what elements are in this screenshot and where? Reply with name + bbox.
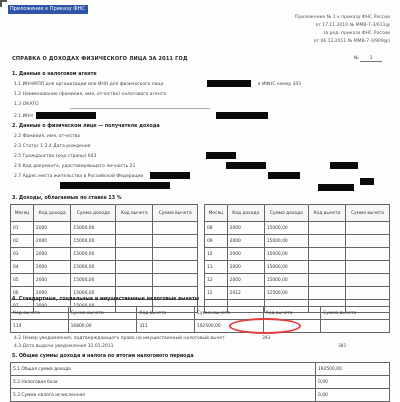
totals-table: [10, 362, 390, 402]
section-2-line-3: 2.5 Гражданство (код страны) 643: [14, 154, 97, 159]
header-note-line: от 06.12.2011 № ММВ-7-3/909@): [313, 39, 390, 44]
table-row: 114 16800,00 311 192500,00: [11, 320, 390, 333]
table-header-cell: Месяц: [11, 205, 34, 222]
redaction-bar: [206, 152, 236, 159]
redaction-bar: [226, 162, 266, 169]
redaction-bar: [330, 162, 358, 169]
table-row: 10 2000 15000,00: [205, 248, 390, 261]
section-4-note-2-value: 381: [338, 344, 347, 349]
redaction-bar: [360, 178, 374, 185]
table-row: 03 2000 15000,00: [11, 248, 198, 261]
table-header-cell: Сумма дохода: [71, 205, 116, 222]
table-row: 01 2000 15000,00: [11, 222, 198, 235]
fill-line: [70, 108, 210, 109]
table-row: 5.3 Сумма налога исчисленная 0,00: [11, 389, 390, 402]
section-2-line-5: 2.7 Адрес места жительства в Российской Федерации: [14, 174, 144, 179]
section-1-heading: 1. Данные о налоговом агенте: [12, 72, 97, 77]
table-row: 5.1 Общая сумма дохода 192500,00: [11, 363, 390, 376]
deductions-table: [10, 306, 390, 333]
redaction-bar: [36, 112, 96, 119]
redaction-bar: [150, 172, 190, 179]
table-row: 06 2000 15000,00: [11, 287, 198, 300]
table-header-row: [11, 205, 198, 222]
table-header-cell: Сумма вычета: [153, 205, 198, 222]
redaction-bar: [216, 112, 268, 119]
table-header-cell: Сумма дохода: [264, 205, 308, 222]
header-notes: [295, 14, 390, 46]
table-row: 11 2000 15000,00: [205, 261, 390, 274]
table-header-cell: Сумма вычета: [345, 205, 389, 222]
section-3-heading: 3. Доходы, облагаемые по ставке 13 %: [12, 196, 122, 201]
table-header-cell: Месяц: [205, 205, 228, 222]
redaction-bar: [207, 80, 251, 87]
section-4-heading: 4. Стандартные, социальные и имущественные налоговые вычеты: [12, 297, 200, 302]
form-number: [354, 56, 382, 62]
redaction-bar: [318, 184, 354, 191]
redaction-bar: [60, 182, 170, 189]
table-row: Код вычета Сумма вычета Код вычета Сумма вычета Код вычета Сумма вычета: [11, 307, 390, 320]
table-header-cell: Код дохода: [33, 205, 70, 222]
table-header-cell: Код вычета: [308, 205, 345, 222]
header-note-line: от 17.11.2010 № ММВ-7-3/611@: [315, 23, 390, 28]
section-2-line-inn: 2.1 ИНН: [14, 114, 33, 119]
table-header-cell: Код вычета: [116, 205, 153, 222]
form-number-value: 1: [360, 56, 382, 62]
highlight-circle: [229, 318, 301, 334]
table-row: 08 2000 15000,00: [205, 222, 390, 235]
section-4-note-2: 4.3 Дата выдачи уведомления 31.01.2011: [14, 344, 114, 349]
page-corner-mark: [0, 0, 7, 7]
section-1-line-1: 1.1 ИНН/КПП для организации или ИНН для физического лица: [14, 82, 164, 87]
table-header-cell: Код дохода: [227, 205, 264, 222]
header-note-line: (в ред. приказа ФНС России: [323, 31, 390, 36]
form-number-label: №: [353, 56, 359, 61]
section-5-heading: 5. Общие суммы дохода и налога по итогам налогового периода: [12, 354, 194, 359]
redaction-bar: [268, 172, 300, 179]
section-1-line-3: 1.3 ОКАТО: [14, 102, 39, 107]
header-band: [8, 5, 88, 14]
section-2-heading: 2. Данные о физическом лице — получателе дохода: [12, 124, 160, 129]
section-1-line-2: 1.2 Наименование (фамилия, имя, отчество) налогового агента: [14, 92, 167, 97]
table-row: 02 2000 15000,00: [11, 235, 198, 248]
table-row: 12 2012 12500,00: [205, 287, 390, 300]
table-row: 09 2000 15000,00: [205, 235, 390, 248]
section-2-line-2: 2.3 Статус 1 2.4 Дата рождения: [14, 144, 91, 149]
header-note-line: Приложение № 1 к приказу ФНС России: [294, 15, 390, 20]
section-2-line-4: 2.6 Код документа, удостоверяющего личность 21: [14, 164, 136, 169]
section-2-line-1: 2.2 Фамилия, имя, отчество: [14, 134, 81, 139]
table-row: 05 2000 15000,00: [11, 274, 198, 287]
section-4-note-1: 4.2 Номер уведомления, подтверждающего право на имущественный налоговый вычет: [14, 336, 225, 341]
table-row: 07 2000 15000,00: [11, 300, 198, 313]
table-row: 5.2 Налоговая база 0,00: [11, 376, 390, 389]
section-4-note-1-value: 393: [262, 336, 271, 341]
form-title: СПРАВКА О ДОХОДАХ ФИЗИЧЕСКОГО ЛИЦА ЗА 2011 ГОД: [12, 56, 188, 62]
section-1-inn: в ИФНС номер 343: [258, 82, 301, 87]
income-table-right: [204, 204, 390, 313]
table-header-row: [205, 205, 390, 222]
table-row: 04 2000 15000,00: [11, 261, 198, 274]
header-band-text: Приложение к Приказу ФНС: [10, 6, 85, 12]
table-row: 12 2000 15000,00: [205, 274, 390, 287]
